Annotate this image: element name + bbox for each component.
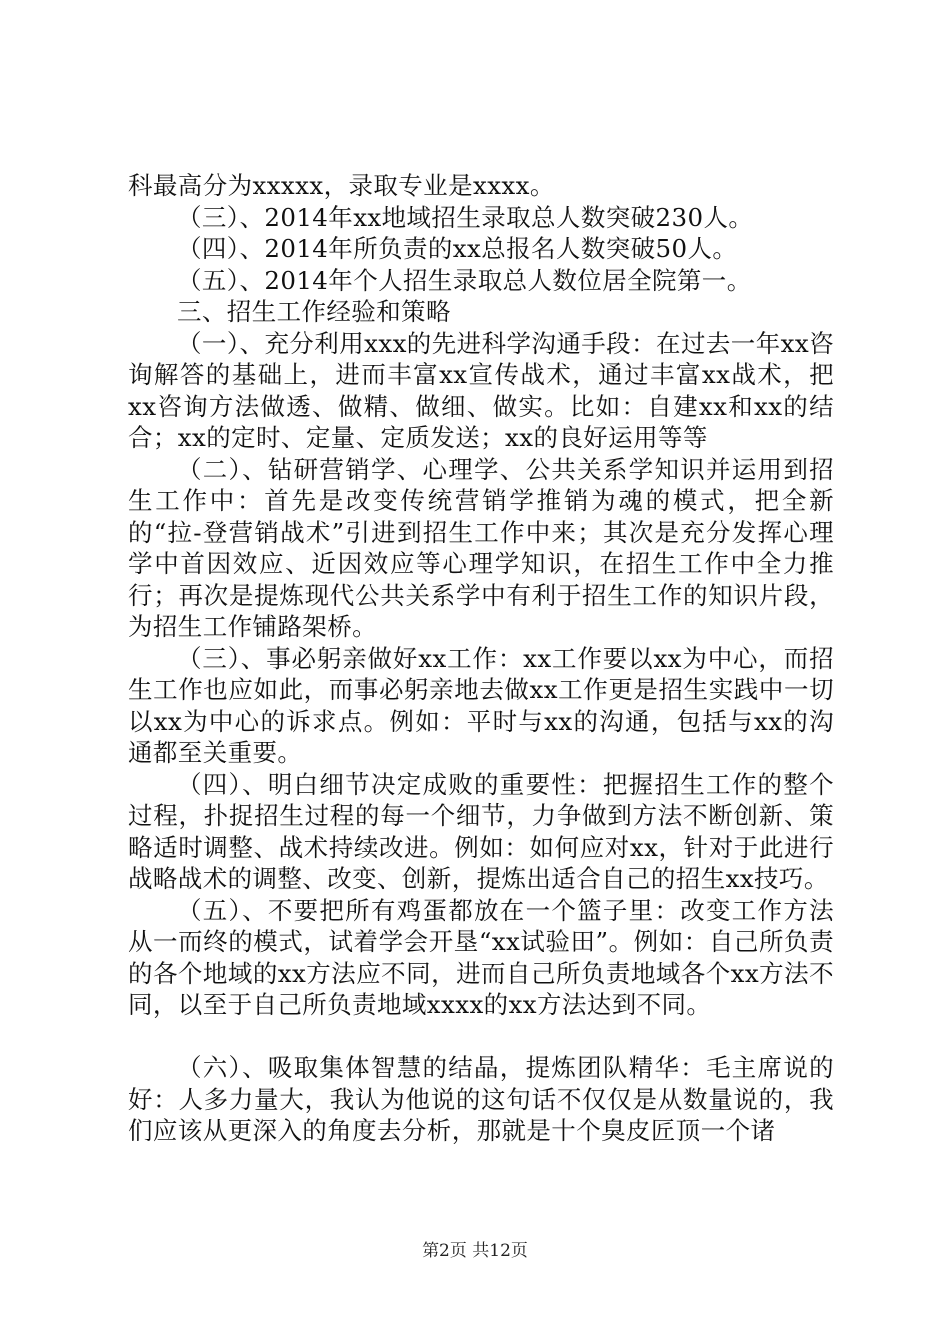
paragraph-strategy-2: （二）、钻研营销学、心理学、公共关系学知识并运用到招生工作中：首先是改变传统营销学推销为魂的模式，把全新的“拉-登营销战术”引进到招生工作中来；其次是充分发挥心理学中首因效应、近因效应等心理学知识，在招生工作中全力推行；再次是提炼现代公共关系学中有利于招生工作的知识片段，为招生工作铺路架桥。 [128,454,834,641]
page-number-footer: 第2页 共12页 [422,1241,528,1261]
document-body [128,170,834,1147]
paragraph-spacer [128,1021,834,1053]
paragraph-strategy-6: （六）、吸取集体智慧的结晶，提炼团队精华：毛主席说的好：人多力量大，我认为他说的这句话不仅仅是从数量说的，我们应该从更深入的角度去分析，那就是十个臭皮匠顶一个诸 [128,1053,834,1145]
section-heading: 三、招生工作经验和策略 [177,297,451,326]
paragraph-strategy-3: （三）、事必躬亲做好xx工作：xx工作要以xx为中心，而招生工作也应如此，而事必躬亲地去做xx工作更是招生实践中一切以xx为中心的诉求点。例如：平时与xx的沟通，包括与xx的沟通都至关重要。 [128,643,834,767]
paragraph-item-3: （三）、2014年xx地域招生录取总人数突破230人。 [177,202,754,232]
paragraph-strategy-1: （一）、充分利用xxx的先进科学沟通手段：在过去一年xx咨询解答的基础上，进而丰富xx宣传战术，通过丰富xx战术，把xx咨询方法做透、做精、做细、做实。比如：自建xx和xx的结合；xx的定时、定量、定质发送；xx的良好运用等等 [128,328,834,452]
paragraph-item-5: （五）、2014年个人招生录取总人数位居全院第一。 [177,265,752,295]
paragraph-item-4: （四）、2014年所负责的xx总报名人数突破50人。 [177,234,738,263]
paragraph-strategy-4: （四）、明白细节决定成败的重要性：把握招生工作的整个过程，扑捉招生过程的每一个细节，力争做到方法不断创新、策略适时调整、战术持续改进。例如：如何应对xx，针对于此进行战略战术的调整、改变、创新，提炼出适合自己的招生xx技巧。 [128,769,834,893]
paragraph-strategy-5: （五）、不要把所有鸡蛋都放在一个篮子里：改变工作方法从一而终的模式，试着学会开垦“xx试验田”。例如：自己所负责的各个地域的xx方法应不同，进而自己所负责地域各个xx方法不同，以至于自己所负责地域xxxx的xx方法达到不同。 [128,895,834,1019]
paragraph-continuation: 科最高分为xxxxx，录取专业是xxxx。 [128,171,555,200]
